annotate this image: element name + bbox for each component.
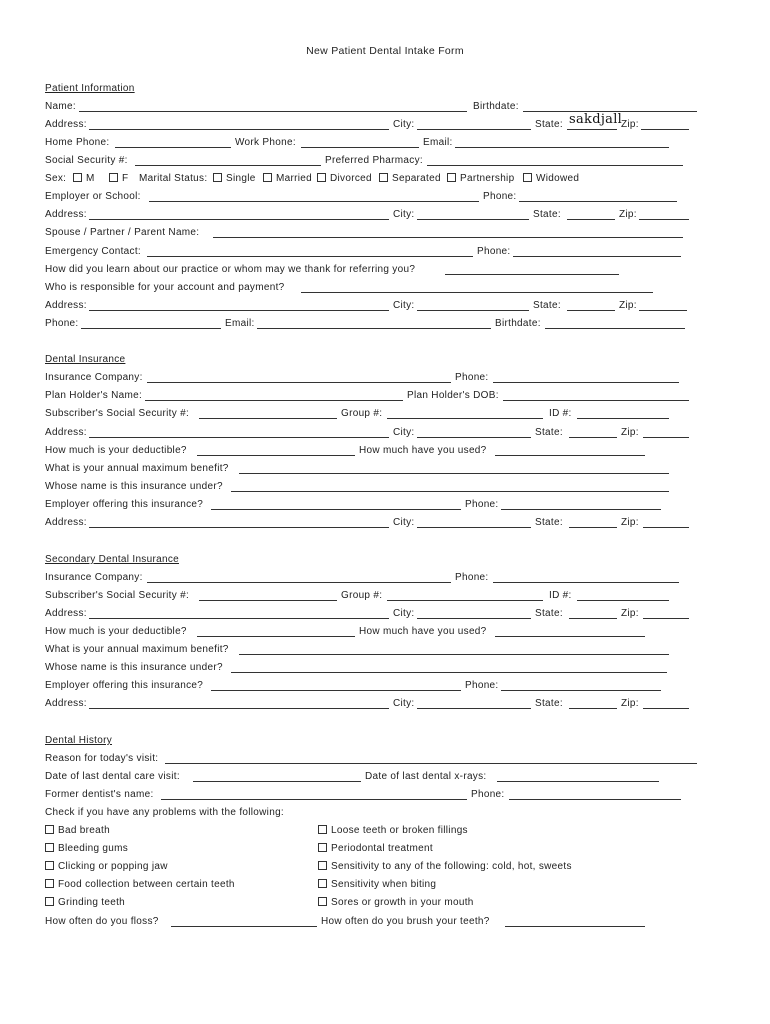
responsible-label: Who is responsible for your account and payment? (45, 282, 285, 293)
marital-single-label: Single (226, 173, 256, 184)
state-field[interactable] (569, 708, 617, 709)
ins-employer-field[interactable] (211, 509, 461, 510)
last-visit-label: Date of last dental care visit: (45, 771, 180, 782)
patient-heading: Patient Information (45, 83, 135, 94)
problem-checkbox-biting[interactable] (318, 878, 436, 892)
whose-label: Whose name is this insurance under? (45, 481, 223, 492)
sec-employer-label: Employer offering this insurance? (45, 680, 204, 691)
id-field[interactable] (577, 418, 669, 419)
insurance-heading: Dental Insurance (45, 354, 126, 365)
last-xray-label: Date of last dental x-rays: (365, 771, 487, 782)
marital-partnership-label: Partnership (460, 173, 515, 184)
form-title: New Patient Dental Intake Form (306, 45, 464, 57)
checkbox-icon (73, 173, 82, 182)
checkbox-icon (318, 879, 327, 888)
marital-label: Marital Status: (139, 173, 208, 184)
sec-used-label: How much have you used? (359, 626, 487, 637)
marital-married-label: Married (276, 173, 312, 184)
sec-company-label: Insurance Company: (45, 572, 143, 583)
employer-phone-label: Phone: (483, 191, 517, 202)
city-label: City: (393, 427, 415, 438)
ssn-field[interactable] (135, 165, 321, 166)
ins-company-label: Insurance Company: (45, 372, 143, 383)
address-label: Address: (45, 119, 87, 130)
city-field[interactable] (417, 310, 529, 311)
checkbox-icon (318, 825, 327, 834)
checkbox-icon (45, 825, 54, 834)
city-label: City: (393, 209, 415, 220)
secondary-heading: Secondary Dental Insurance (45, 554, 179, 565)
problem-label: Clicking or popping jaw (58, 861, 168, 872)
sub-ssn-label: Subscriber's Social Security #: (45, 408, 190, 419)
marital-option-widowed[interactable] (523, 172, 579, 186)
checkbox-icon (317, 173, 326, 182)
state-label: State: (533, 209, 561, 220)
zip-label: Zip: (621, 427, 639, 438)
sec-company-field[interactable] (147, 582, 451, 583)
sex-f-label: F (122, 173, 129, 184)
sec-annual-field[interactable] (239, 654, 669, 655)
floss-label: How often do you floss? (45, 916, 159, 927)
city-label: City: (393, 119, 415, 130)
sec-phone-label: Phone: (455, 572, 489, 583)
checkbox-icon (318, 897, 327, 906)
problem-checkbox-clicking-jaw[interactable] (45, 860, 168, 874)
checkbox-icon (45, 843, 54, 852)
problem-label: Loose teeth or broken fillings (331, 825, 468, 836)
zip-field[interactable] (643, 527, 689, 528)
problem-label: Sores or growth in your mouth (331, 897, 474, 908)
marital-option-divorced[interactable] (317, 172, 372, 186)
state-label: State: (535, 427, 563, 438)
email-field[interactable] (257, 328, 491, 329)
marital-option-separated[interactable] (379, 172, 441, 186)
ins-employer-phone-field[interactable] (501, 509, 661, 510)
brush-label: How often do you brush your teeth? (321, 916, 490, 927)
zip-field[interactable] (643, 437, 689, 438)
address-label: Address: (45, 300, 87, 311)
ins-phone-label: Phone: (455, 372, 489, 383)
history-heading: Dental History (45, 735, 112, 746)
referral-field[interactable] (445, 274, 619, 275)
group-label: Group #: (341, 408, 383, 419)
employer-field[interactable] (149, 201, 479, 202)
address-field[interactable] (89, 708, 389, 709)
address-field[interactable] (89, 129, 389, 130)
email-label: Email: (225, 318, 255, 329)
birthdate-label: Birthdate: (473, 101, 519, 112)
zip-field[interactable] (643, 618, 689, 619)
state-label: State: (535, 698, 563, 709)
problem-checkbox-food-collection[interactable] (45, 878, 235, 892)
phone-field[interactable] (81, 328, 221, 329)
problem-checkbox-sensitivity[interactable] (318, 860, 572, 874)
marital-option-partnership[interactable] (447, 172, 514, 186)
city-label: City: (393, 300, 415, 311)
sec-employer-phone-field[interactable] (501, 690, 661, 691)
problem-checkbox-grinding[interactable] (45, 896, 125, 910)
address-field[interactable] (89, 527, 389, 528)
ins-employer-label: Employer offering this insurance? (45, 499, 204, 510)
last-visit-field[interactable] (193, 781, 361, 782)
whose-field[interactable] (231, 491, 669, 492)
phone-label: Phone: (45, 318, 79, 329)
deductible-field[interactable] (197, 455, 355, 456)
sec-whose-field[interactable] (231, 672, 667, 673)
emergency-phone-label: Phone: (477, 246, 511, 257)
state-label: State: (535, 517, 563, 528)
annual-label: What is your annual maximum benefit? (45, 463, 229, 474)
zip-field[interactable] (639, 310, 687, 311)
city-label: City: (393, 517, 415, 528)
zip-label: Zip: (621, 119, 639, 130)
floss-field[interactable] (171, 926, 317, 927)
problem-label: Periodontal treatment (331, 843, 433, 854)
marital-divorced-label: Divorced (330, 173, 372, 184)
sec-phone-field[interactable] (493, 582, 679, 583)
ins-phone-field[interactable] (493, 382, 679, 383)
former-field[interactable] (161, 799, 467, 800)
address-label: Address: (45, 209, 87, 220)
sec-employer-phone-label: Phone: (465, 680, 499, 691)
marital-option-married[interactable] (263, 172, 312, 186)
marital-option-single[interactable] (213, 172, 256, 186)
marital-separated-label: Separated (392, 173, 441, 184)
state-value: sakdjall (569, 112, 623, 127)
address-field[interactable] (89, 618, 389, 619)
checkbox-icon (45, 879, 54, 888)
sec-deductible-label: How much is your deductible? (45, 626, 187, 637)
state-label: State: (533, 300, 561, 311)
holder-dob-field[interactable] (503, 400, 689, 401)
check-prompt: Check if you have any problems with the following: (45, 807, 285, 818)
emergency-phone-field[interactable] (513, 256, 681, 257)
sub-ssn-field[interactable] (199, 418, 337, 419)
sec-id-field[interactable] (577, 600, 669, 601)
home-phone-label: Home Phone: (45, 137, 110, 148)
problem-label: Grinding teeth (58, 897, 126, 908)
city-label: City: (393, 698, 415, 709)
checkbox-icon (447, 173, 456, 182)
address-field[interactable] (89, 437, 389, 438)
address-label: Address: (45, 698, 87, 709)
email-label: Email: (423, 137, 453, 148)
former-label: Former dentist's name: (45, 789, 154, 800)
city-field[interactable] (417, 527, 531, 528)
work-phone-field[interactable] (301, 147, 419, 148)
pharmacy-field[interactable] (427, 165, 683, 166)
state-field[interactable] (567, 129, 617, 130)
sec-used-field[interactable] (495, 636, 645, 637)
zip-label: Zip: (619, 209, 637, 220)
work-phone-label: Work Phone: (235, 137, 296, 148)
checkbox-icon (45, 861, 54, 870)
birthdate-label: Birthdate: (495, 318, 541, 329)
problem-checkbox-loose-teeth[interactable] (318, 824, 468, 838)
address-field[interactable] (89, 219, 389, 220)
emergency-field[interactable] (147, 256, 473, 257)
sec-id-label: ID #: (549, 590, 572, 601)
sec-group-field[interactable] (387, 600, 543, 601)
zip-label: Zip: (619, 300, 637, 311)
address-field[interactable] (89, 310, 389, 311)
annual-field[interactable] (239, 473, 669, 474)
former-phone-label: Phone: (471, 789, 505, 800)
zip-label: Zip: (621, 698, 639, 709)
holder-label: Plan Holder's Name: (45, 390, 143, 401)
spouse-label: Spouse / Partner / Parent Name: (45, 227, 200, 238)
id-label: ID #: (549, 408, 572, 419)
city-field[interactable] (417, 437, 531, 438)
checkbox-icon (213, 173, 222, 182)
state-field[interactable] (569, 618, 617, 619)
city-field[interactable] (417, 618, 531, 619)
zip-label: Zip: (621, 517, 639, 528)
checkbox-icon (379, 173, 388, 182)
checkbox-icon (109, 173, 118, 182)
zip-field[interactable] (643, 708, 689, 709)
employer-label: Employer or School: (45, 191, 141, 202)
sec-deductible-field[interactable] (197, 636, 355, 637)
sec-group-label: Group #: (341, 590, 383, 601)
referral-label: How did you learn about our practice or whom may we thank for referring you? (45, 264, 416, 275)
sec-ssn-field[interactable] (199, 600, 337, 601)
city-field[interactable] (417, 708, 531, 709)
checkbox-icon (318, 843, 327, 852)
address-label: Address: (45, 608, 87, 619)
problem-label: Food collection between certain teeth (58, 879, 235, 890)
state-field[interactable] (567, 310, 615, 311)
deductible-label: How much is your deductible? (45, 445, 187, 456)
city-field[interactable] (417, 129, 531, 130)
sec-annual-label: What is your annual maximum benefit? (45, 644, 229, 655)
problem-checkbox-sores[interactable] (318, 896, 474, 910)
checkbox-icon (523, 173, 532, 182)
zip-label: Zip: (621, 608, 639, 619)
reason-label: Reason for today's visit: (45, 753, 159, 764)
brush-field[interactable] (505, 926, 645, 927)
responsible-field[interactable] (301, 292, 653, 293)
name-label: Name: (45, 101, 76, 112)
zip-field[interactable] (641, 129, 689, 130)
state-field[interactable] (569, 527, 617, 528)
checkbox-icon (318, 861, 327, 870)
zip-field[interactable] (639, 219, 689, 220)
sex-option-m[interactable] (73, 172, 95, 186)
city-label: City: (393, 608, 415, 619)
sec-ssn-label: Subscriber's Social Security #: (45, 590, 190, 601)
problem-checkbox-periodontal[interactable] (318, 842, 433, 856)
sex-label: Sex: (45, 173, 67, 184)
used-field[interactable] (495, 455, 645, 456)
ins-company-field[interactable] (147, 382, 451, 383)
spouse-field[interactable] (213, 237, 683, 238)
pharmacy-label: Preferred Pharmacy: (325, 155, 423, 166)
address-label: Address: (45, 427, 87, 438)
checkbox-icon (45, 897, 54, 906)
sex-option-f[interactable] (109, 172, 128, 186)
problem-checkbox-bleeding-gums[interactable] (45, 842, 128, 856)
marital-widowed-label: Widowed (536, 173, 580, 184)
state-label: State: (535, 608, 563, 619)
problem-label: Sensitivity when biting (331, 879, 437, 890)
last-xray-field[interactable] (497, 781, 659, 782)
employer-phone-field[interactable] (519, 201, 677, 202)
ssn-label: Social Security #: (45, 155, 128, 166)
state-label: State: (535, 119, 563, 130)
sec-whose-label: Whose name is this insurance under? (45, 662, 223, 673)
problem-checkbox-bad-breath[interactable] (45, 824, 110, 838)
ins-employer-phone-label: Phone: (465, 499, 499, 510)
name-field[interactable] (79, 111, 467, 112)
email-field[interactable] (455, 147, 669, 148)
address-label: Address: (45, 517, 87, 528)
checkbox-icon (263, 173, 272, 182)
problem-label: Sensitivity to any of the following: cold, hot, sweets (331, 861, 572, 872)
birthdate-field[interactable] (545, 328, 685, 329)
holder-dob-label: Plan Holder's DOB: (407, 390, 499, 401)
problem-label: Bad breath (58, 825, 110, 836)
sec-employer-field[interactable] (211, 690, 461, 691)
reason-field[interactable] (165, 763, 697, 764)
sex-m-label: M (86, 173, 95, 184)
problem-label: Bleeding gums (58, 843, 129, 854)
emergency-label: Emergency Contact: (45, 246, 141, 257)
state-field[interactable] (569, 437, 617, 438)
state-field[interactable] (567, 219, 615, 220)
former-phone-field[interactable] (509, 799, 681, 800)
home-phone-field[interactable] (115, 147, 231, 148)
holder-field[interactable] (145, 400, 403, 401)
group-field[interactable] (387, 418, 543, 419)
city-field[interactable] (417, 219, 529, 220)
used-label: How much have you used? (359, 445, 487, 456)
